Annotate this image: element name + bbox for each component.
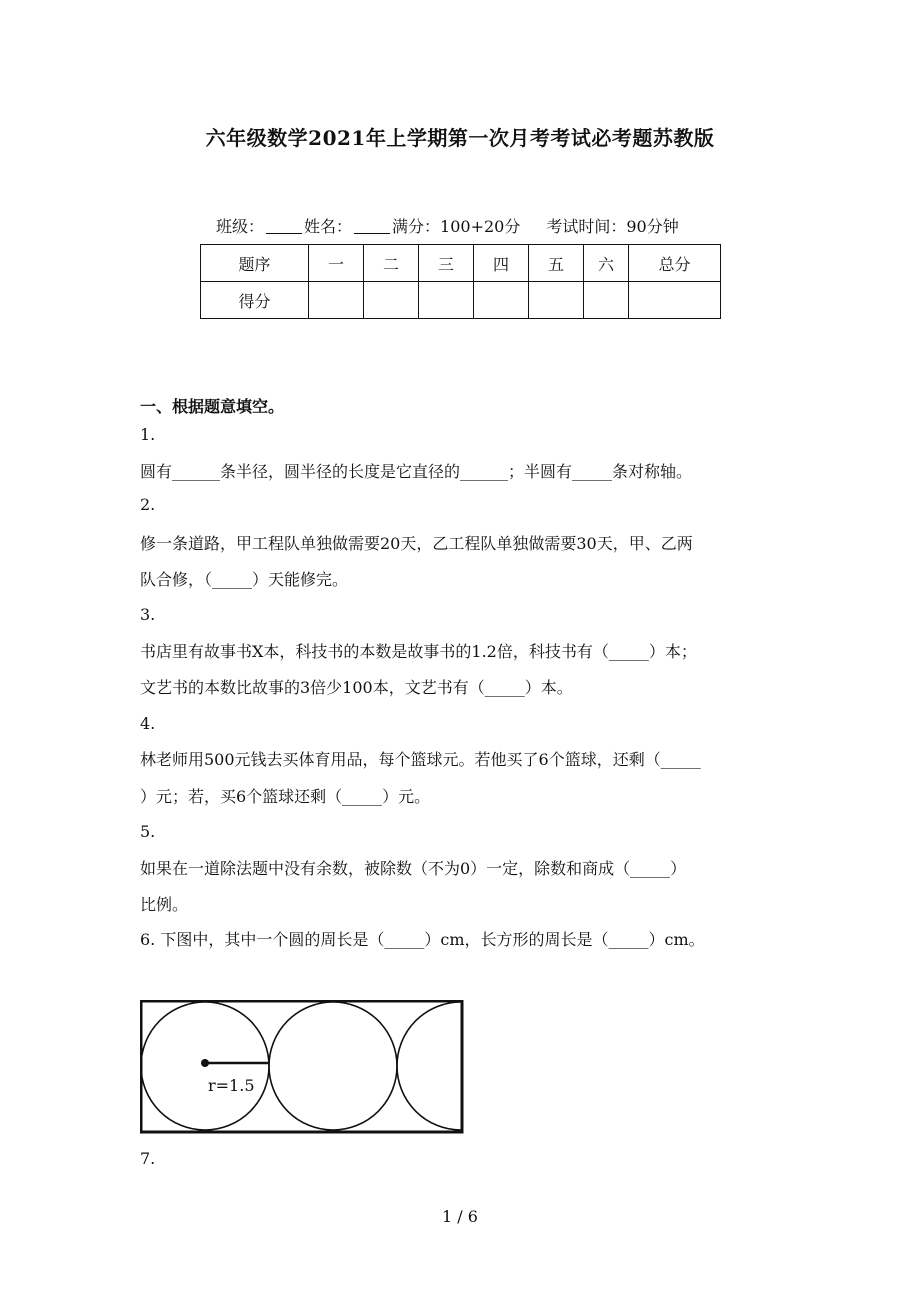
question-7-number: 7.: [140, 1149, 156, 1168]
header-cell-3: 三: [419, 245, 474, 282]
name-blank: [354, 219, 390, 234]
question-4-number: 4.: [140, 714, 156, 733]
score-cell: [529, 282, 584, 319]
question-5-text-line2: 比例。: [140, 895, 189, 914]
class-blank: [266, 219, 302, 234]
question-3-text-line2: 文艺书的本数比故事的3倍少100本，文艺书有（_____）本。: [140, 678, 573, 697]
question-6-text: 6. 下图中，其中一个圆的周长是（_____）cm，长方形的周长是（_____）cm。: [140, 930, 705, 949]
class-label: 班级：: [216, 217, 265, 236]
figure-rectangle: [141, 1001, 462, 1132]
score-cell: [584, 282, 629, 319]
question-4-text-line1: 林老师用500元钱去买体育用品，每个篮球元。若他买了6个篮球，还剩（_____: [140, 750, 701, 769]
header-cell-2: 二: [364, 245, 419, 282]
question-5-text-line1: 如果在一道除法题中没有余数，被除数（不为0）一定，除数和商成（_____）: [140, 859, 687, 878]
question-2-text-line2: 队合修，（_____）天能修完。: [140, 570, 349, 589]
question-4-text-line2: ）元；若，买6个篮球还剩（_____）元。: [140, 787, 431, 806]
exam-info: [216, 214, 679, 237]
score-cell: [309, 282, 364, 319]
question-2-text-line1: 修一条道路，甲工程队单独做需要20天，乙工程队单独做需要30天，甲、乙两: [140, 534, 693, 553]
question-5-number: 5.: [140, 822, 156, 841]
radius-label: r=1.5: [208, 1076, 255, 1095]
score-cell: [629, 282, 721, 319]
question-3-text-line1: 书店里有故事书X本，科技书的本数是故事书的1.2倍，科技书有（_____）本；: [140, 642, 697, 661]
score-table: [200, 244, 721, 319]
score-table-header-row: [201, 245, 721, 282]
full-score: 满分：100+20分: [392, 217, 521, 236]
section-title: 一、根据题意填空。: [140, 397, 285, 416]
score-cell: [364, 282, 419, 319]
header-cell-4: 四: [474, 245, 529, 282]
question-1-number: 1.: [140, 425, 156, 444]
exam-time: 考试时间：90分钟: [546, 217, 679, 236]
score-table-score-row: [201, 282, 721, 319]
score-cell: [419, 282, 474, 319]
question-2-number: 2.: [140, 495, 156, 514]
header-cell-6: 六: [584, 245, 629, 282]
header-cell-1: 一: [309, 245, 364, 282]
score-cell: [474, 282, 529, 319]
header-cell-order: 题序: [201, 245, 309, 282]
header-cell-total: 总分: [629, 245, 721, 282]
question-3-number: 3.: [140, 605, 156, 624]
score-row-label: 得分: [201, 282, 309, 319]
center-dot: [201, 1059, 209, 1067]
circles-rectangle-figure: [140, 1000, 464, 1134]
page-number: 1 / 6: [442, 1207, 478, 1226]
page-title: 六年级数学2021年上学期第一次月考考试必考题苏教版: [205, 126, 715, 150]
header-cell-5: 五: [529, 245, 584, 282]
question-1-text: 圆有______条半径，圆半径的长度是它直径的______；半圆有_____条对称轴。: [140, 462, 693, 481]
name-label: 姓名：: [304, 217, 353, 236]
